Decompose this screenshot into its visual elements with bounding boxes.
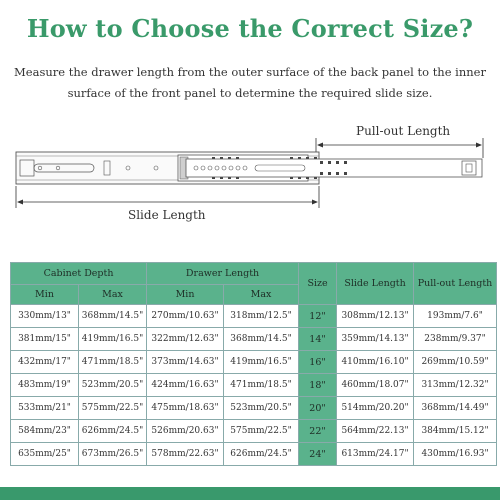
cabinet-max-cell: 419mm/16.5" [79, 328, 147, 351]
table-body [11, 305, 497, 466]
slide-length-cell: 359mm/14.13" [337, 328, 414, 351]
size-cell: 18" [299, 374, 337, 397]
drawer-min-cell: 424mm/16.63" [147, 374, 224, 397]
drawer-min-cell: 270mm/10.63" [147, 305, 224, 328]
description-text: Measure the drawer length from the outer surface of the back panel to the inner surface of the front panel to determine the required slide size. [14, 65, 486, 100]
drawer-max-cell: 575mm/22.5" [224, 420, 299, 443]
slide-length-cell: 308mm/12.13" [337, 305, 414, 328]
slide-length-cell: 514mm/20.20" [337, 397, 414, 420]
cabinet-max-cell: 471mm/18.5" [79, 351, 147, 374]
pullout-length-cell: 368mm/14.49" [414, 397, 497, 420]
pullout-arrow-right [476, 143, 482, 148]
table-row [11, 420, 497, 443]
cabinet-max-cell: 575mm/22.5" [79, 397, 147, 420]
pullout-length-cell: 238mm/9.37" [414, 328, 497, 351]
size-cell: 22" [299, 420, 337, 443]
header-slide-length: Slide Length [337, 263, 414, 305]
drawer-min-cell: 526mm/20.63" [147, 420, 224, 443]
size-cell: 16" [299, 351, 337, 374]
size-table [10, 262, 496, 466]
header-cabinet-depth: Cabinet Depth [11, 263, 147, 285]
slide-arrow-right [312, 200, 318, 205]
slide-length-label: Slide Length [128, 208, 206, 222]
cabinet-max-cell: 673mm/26.5" [79, 443, 147, 466]
size-cell: 24" [299, 443, 337, 466]
table-row [11, 374, 497, 397]
drawer-min-cell: 373mm/14.63" [147, 351, 224, 374]
cabinet-min-cell: 483mm/19" [11, 374, 79, 397]
drawer-max-cell: 318mm/12.5" [224, 305, 299, 328]
header-drawer-length: Drawer Length [147, 263, 299, 285]
table-row [11, 397, 497, 420]
slide-diagram [0, 118, 500, 228]
header-cabinet-min: Min [11, 285, 79, 305]
cabinet-min-cell: 635mm/25" [11, 443, 79, 466]
slide-length-cell: 460mm/18.07" [337, 374, 414, 397]
drawer-max-cell: 626mm/24.5" [224, 443, 299, 466]
header-drawer-min: Min [147, 285, 224, 305]
header-drawer-max: Max [224, 285, 299, 305]
slide-arrow-left [17, 200, 23, 205]
size-cell: 14" [299, 328, 337, 351]
pullout-length-cell: 193mm/7.6" [414, 305, 497, 328]
drawer-min-cell: 475mm/18.63" [147, 397, 224, 420]
cabinet-min-cell: 381mm/15" [11, 328, 79, 351]
pullout-length-label: Pull-out Length [356, 124, 451, 138]
cabinet-min-cell: 533mm/21" [11, 397, 79, 420]
header-size: Size [299, 263, 337, 305]
inner-rail [186, 159, 482, 177]
header-cabinet-max: Max [79, 285, 147, 305]
table-row [11, 305, 497, 328]
cabinet-min-cell: 584mm/23" [11, 420, 79, 443]
size-cell: 12" [299, 305, 337, 328]
drawer-max-cell: 368mm/14.5" [224, 328, 299, 351]
cabinet-min-cell: 330mm/13" [11, 305, 79, 328]
drawer-max-cell: 523mm/20.5" [224, 397, 299, 420]
table-row [11, 328, 497, 351]
pullout-length-cell: 313mm/12.32" [414, 374, 497, 397]
drawer-max-cell: 419mm/16.5" [224, 351, 299, 374]
table-row [11, 351, 497, 374]
cabinet-max-cell: 523mm/20.5" [79, 374, 147, 397]
drawer-max-cell: 471mm/18.5" [224, 374, 299, 397]
size-cell: 20" [299, 397, 337, 420]
cabinet-max-cell: 626mm/24.5" [79, 420, 147, 443]
header-pullout-length: Pull-out Length [414, 263, 497, 305]
pullout-length-cell: 384mm/15.12" [414, 420, 497, 443]
drawer-min-cell: 322mm/12.63" [147, 328, 224, 351]
cabinet-max-cell: 368mm/14.5" [79, 305, 147, 328]
slide-length-cell: 410mm/16.10" [337, 351, 414, 374]
table-row [11, 443, 497, 466]
slide-length-cell: 613mm/24.17" [337, 443, 414, 466]
drawer-slide-drawing [0, 118, 500, 228]
page-title: How to Choose the Correct Size? [26, 14, 474, 43]
pullout-length-cell: 430mm/16.93" [414, 443, 497, 466]
slide-length-cell: 564mm/22.13" [337, 420, 414, 443]
bottom-accent-bar [0, 487, 500, 500]
drawer-min-cell: 578mm/22.63" [147, 443, 224, 466]
cabinet-min-cell: 432mm/17" [11, 351, 79, 374]
pullout-length-cell: 269mm/10.59" [414, 351, 497, 374]
pullout-arrow-left [317, 143, 323, 148]
